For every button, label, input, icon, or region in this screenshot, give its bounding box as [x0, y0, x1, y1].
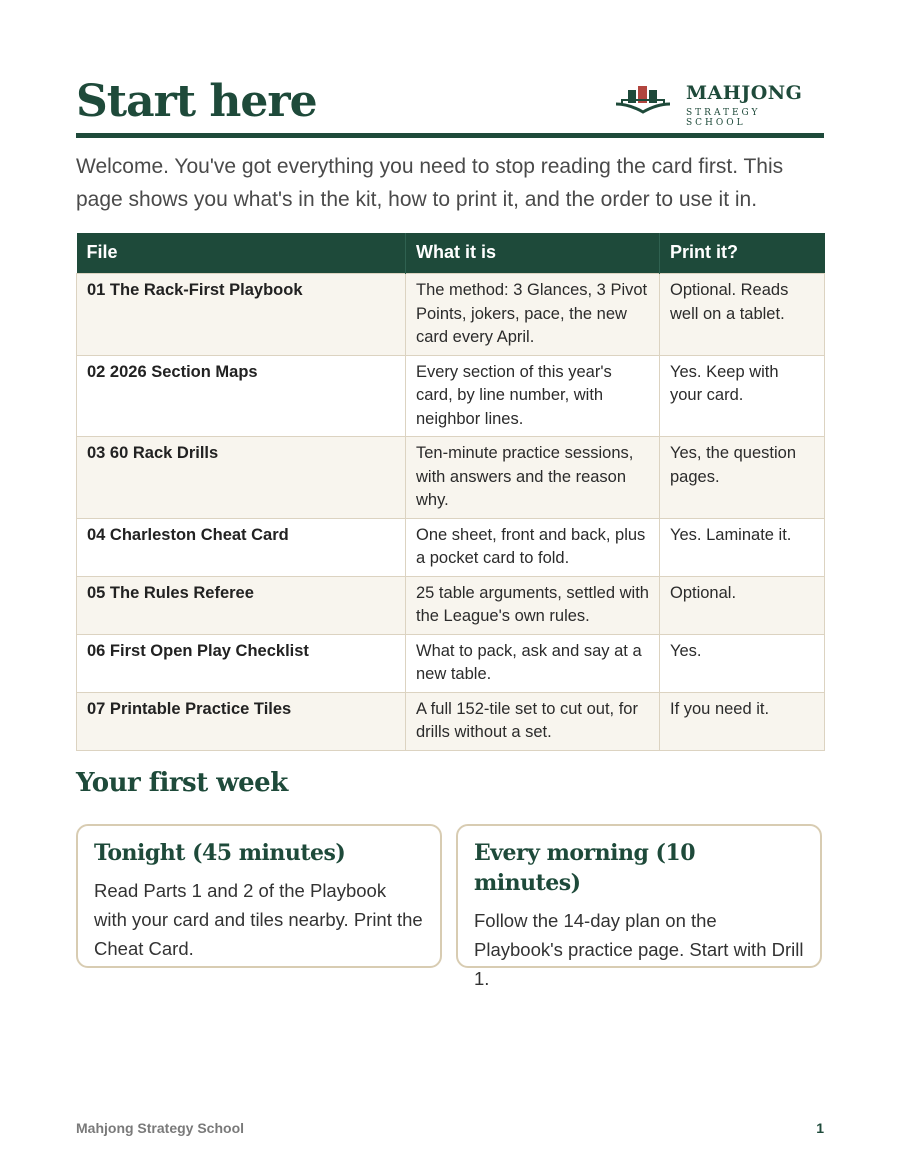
description-cell: Ten-minute practice sessions, with answers and the reason why. [406, 437, 660, 519]
table-row [77, 437, 825, 519]
column-header-what: What it is [406, 233, 660, 274]
file-cell: 01 The Rack-First Playbook [77, 274, 406, 356]
footer-brand: Mahjong Strategy School [76, 1120, 245, 1136]
logo-subtitle: STRATEGY SCHOOL [686, 108, 761, 128]
card-title: Every morning (10 minutes) [474, 840, 696, 896]
tile-book-icon [614, 84, 672, 118]
table-row [77, 634, 825, 692]
column-header-file: File [77, 233, 406, 274]
page-title: Start here [76, 76, 317, 127]
file-cell: 02 2026 Section Maps [77, 355, 406, 437]
column-header-print: Print it? [660, 233, 825, 274]
page-number: 1 [816, 1120, 824, 1136]
table-row [77, 692, 825, 750]
file-cell: 03 60 Rack Drills [77, 437, 406, 519]
print-cell: Optional. Reads well on a tablet. [660, 274, 825, 356]
print-cell: Optional. [660, 576, 825, 634]
card-title: Tonight (45 minutes) [94, 840, 346, 866]
card-body: Follow the 14-day plan on the Playbook's practice page. Start with Drill 1. [474, 910, 804, 989]
description-cell: What to pack, ask and say at a new table. [406, 634, 660, 692]
description-cell: 25 table arguments, settled with the League's own rules. [406, 576, 660, 634]
section-title-first-week: Your first week [76, 768, 288, 798]
logo-name: MAHJONG [686, 82, 803, 104]
header-rule [76, 133, 824, 138]
table-row [77, 576, 825, 634]
file-cell: 07 Printable Practice Tiles [77, 692, 406, 750]
description-cell: A full 152-tile set to cut out, for drills without a set. [406, 692, 660, 750]
table-row [77, 518, 825, 576]
file-cell: 06 First Open Play Checklist [77, 634, 406, 692]
print-cell: Yes. Laminate it. [660, 518, 825, 576]
table-row [77, 274, 825, 356]
header [76, 70, 824, 134]
file-cell: 04 Charleston Cheat Card [77, 518, 406, 576]
file-cell: 05 The Rules Referee [77, 576, 406, 634]
print-cell: Yes. Keep with your card. [660, 355, 825, 437]
every-morning-card [456, 824, 822, 989]
print-cell: If you need it. [660, 692, 825, 750]
print-cell: Yes. [660, 634, 825, 692]
kit-table [76, 233, 825, 751]
description-cell: The method: 3 Glances, 3 Pivot Points, jokers, pace, the new card every April. [406, 274, 660, 356]
description-cell: Every section of this year's card, by line number, with neighbor lines. [406, 355, 660, 437]
description-cell: One sheet, front and back, plus a pocket card to fold. [406, 518, 660, 576]
table-row [77, 355, 825, 437]
logo [614, 82, 824, 128]
card-body: Read Parts 1 and 2 of the Playbook with your card and tiles nearby. Print the Cheat Card. [94, 880, 423, 959]
table-header-row [77, 233, 825, 274]
intro-text: Welcome. You've got everything you need to stop reading the card first. This page shows you what's in the kit, how to print it, and the order to use it in. [76, 155, 784, 211]
print-cell: Yes, the question pages. [660, 437, 825, 519]
tonight-card [76, 824, 442, 968]
